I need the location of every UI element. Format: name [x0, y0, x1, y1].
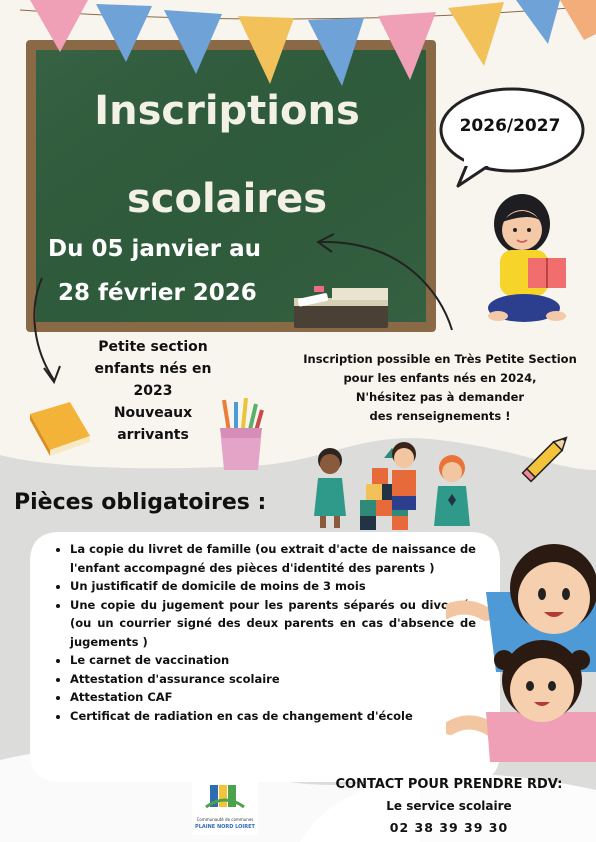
tps-line-1: Inscription possible en Très Petite Section — [303, 352, 577, 366]
list-item: • Certificat de radiation en cas de changement d'école — [70, 707, 476, 726]
dates-line-1: Du 05 janvier au — [48, 236, 261, 262]
plaine-nord-loiret-logo — [192, 781, 258, 835]
title-line-1: Inscriptions — [94, 88, 360, 134]
ps-line-4: Nouveaux — [113, 405, 193, 421]
pencil-cup-icon — [214, 398, 268, 474]
speech-bubble — [434, 82, 590, 194]
tps-line-4: des renseignements ! — [369, 409, 511, 423]
ps-line-3: 2023 — [133, 383, 173, 399]
ps-line-2: enfants nés en — [94, 361, 212, 377]
school-year: 2026/2027 — [459, 116, 561, 136]
contact-phone: 02 38 39 39 30 — [389, 820, 509, 835]
tps-notice — [286, 350, 594, 426]
list-item: • Attestation CAF — [70, 688, 476, 707]
pieces-obligatoires-title: Pièces obligatoires : — [14, 490, 267, 515]
list-item: • Attestation d'assurance scolaire — [70, 670, 476, 689]
kids-playing-blocks-illustration — [300, 438, 480, 532]
ps-line-1: Petite section — [98, 339, 208, 355]
list-item: • La copie du livret de famille (ou extrait d'acte de naissance de l'enfant accompagné des pièces d'identité des parents ) — [70, 540, 476, 577]
tps-line-2: pour les enfants nés en 2024, — [343, 371, 537, 385]
book-icon — [24, 396, 96, 460]
contact-heading: CONTACT POUR PRENDRE RDV: — [335, 777, 563, 792]
dates-line-2: 28 février 2026 — [58, 280, 257, 306]
logo-line-2: PLAINE NORD LOIRET — [195, 824, 255, 830]
logo — [192, 781, 258, 835]
girl-reading-illustration — [484, 192, 580, 332]
list-item: • Le carnet de vaccination — [70, 651, 476, 670]
logo-line-1: Communauté de communes — [196, 817, 254, 822]
petite-section-info — [78, 336, 228, 446]
title-line-2: scolaires — [126, 176, 328, 222]
list-item: • Un justificatif de domicile de moins de 3 mois — [70, 577, 476, 596]
ps-line-5: arrivants — [117, 427, 189, 443]
required-documents-list — [54, 540, 476, 725]
tps-line-3: N'hésitez pas à demander — [355, 390, 525, 404]
contact-block — [300, 774, 596, 838]
waving-kids-illustration — [446, 532, 596, 762]
list-item: • Une copie du jugement pour les parents séparés ou divorcés (ou un courrier signé des deux parents en cas d'absence de jugements ) — [70, 596, 476, 652]
pencil-icon — [518, 426, 578, 486]
contact-service: Le service scolaire — [386, 799, 512, 813]
